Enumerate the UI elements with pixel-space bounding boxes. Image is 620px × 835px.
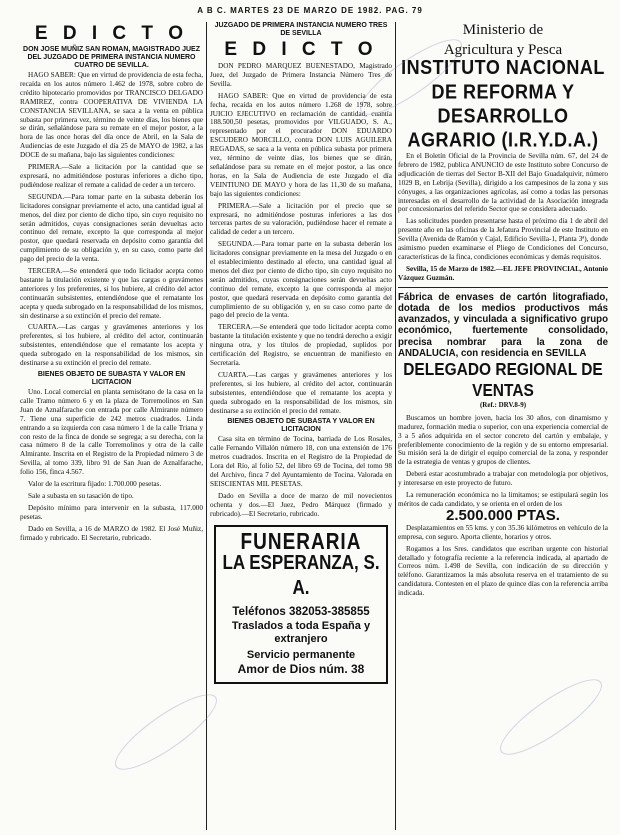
signature: Sevilla, 15 de Marzo de 1982.—EL JEFE PROVINCIAL, Antonio Vázquez Guzmán. — [398, 264, 608, 282]
ad-line: Servicio permanente — [246, 648, 356, 661]
divider — [398, 287, 608, 288]
paragraph: HAGO SABER: Que en virtud de providencia de esta fecha, recaída en los autos número 1.268 de 1978, sobre JUICIO EJECUTIVO en reclamación de cantidad, cuantía 188.500,50 pesetas, promovidos por VILGUADO, S. A., representado por el procurador DON EDUARDO ESCUDERO MORCILLO, contra DON LUIS AGUILERA REGADAS, se saca a la venta en pública subasta por primera vez, término de veinte días, los bienes que se dirán, señalándose para su remate en el mejor postor, a las once horas, en la Sala de Audiencia de este Juzgado el día VEINTIUNO DE MAYO y hora de las 11,30 de su mañana, bajo las siguientes condiciones: — [210, 91, 392, 198]
bienes-heading: BIENES OBJETO DE SUBASTA Y VALOR EN LICITACION — [227, 418, 375, 434]
column-1-edicto — [20, 22, 203, 830]
ad-address: Amor de Dios núm. 38 — [237, 661, 365, 676]
ministry-line1: Ministerio de — [462, 22, 544, 38]
ministry-line2: Agricultura y Pesca — [443, 42, 563, 58]
paragraph: Dado en Sevilla a doce de marzo de mil novecientos ochenta y dos.—El Juez, Pedro Márquez (firmado y rubricado).—El Secretario, rubricado. — [210, 491, 392, 518]
column-3-ads — [398, 22, 608, 830]
factory-headline: Fábrica de envases de cartón litografiado, dotada de los medios productivos más avanzados, y vinculada a significativo grupo económico, fuertemente consolidado, precisa nombrar para la zona de ANDALUCIA, con residencia en SEVILLA — [398, 291, 608, 359]
bienes-heading: BIENES OBJETO DE SUBASTA Y VALOR EN LICITACION — [37, 371, 186, 386]
paragraph: Valor de la escritura fijado: 1.700.000 pesetas. — [28, 480, 162, 489]
paragraph: Rogamos a los Sres. candidatos que escriban urgente con historial detallado y fotografía reciente a la referencia indicada, al apartado de Correos núm. 1.498 de Sevilla, con indicación de su dirección y teléfono. Garantizamos la más absoluta reserva en el tratamiento de su candidatura. Contesten en el plazo de quince días con la referencia arriba indicada. — [398, 544, 608, 598]
paragraph: PRIMERA.—Sale a licitación por el precio que se expresará, no admitiéndose posturas inferiores a las dos terceras partes de su valoración, pudiéndose hacer el remate a calidad de ceder a un tercero. — [210, 201, 392, 237]
paragraph: Uno. Local comercial en planta semisótano de la casa en la calle Tramo número 6 y en la plaza de Torremolinos en San Juan de Aznalfarache con entrada por calle Almirante número 7. Tiene una superficie de 242 metros cuadrados. Linda entrando a su izquierda con casa número 1 de la calle Triana y con resto de la finca de donde se segrega; a su derecha, con la casa número 8 de la calle Torremolinos y otra de la calle Almirante. Inscrita en el Registro de la Propiedad número 3 de Sevilla, al tomo 339, libro 91 de San Juan de Aznalfarache, folio 156, finca 4.567. — [20, 388, 203, 477]
edicto-title: E D I C T O — [34, 23, 189, 44]
paragraph: TERCERA.—Se entenderá que todo licitador acepta como bastante la titulación existente y que no tendrá derecho a exigir ninguna otra, y los títulos de propiedad, suplidos por certificación del Registro, se encuentran de manifiesto en Secretaría. — [210, 323, 392, 367]
ad-name-line1: FUNERARIA — [240, 529, 362, 555]
ad-line: extranjero — [274, 632, 328, 645]
edicto-title: E D I C T O — [224, 39, 378, 60]
ad-line: Traslados a toda España y — [231, 619, 371, 632]
page-header: A B C. MARTES 23 DE MARZO DE 1982. PAG. 79 — [197, 6, 423, 15]
job-reference: (Ref.: DRV.8-9) — [479, 400, 527, 409]
edicto-subhead: DON JOSE MUÑIZ SAN ROMAN, MAGISTRADO JUEZ DEL JUZGADO DE PRIMERA INSTANCIA NUMERO CUATRO DE SEVILLA. — [23, 46, 200, 69]
column-2-edicto — [210, 22, 392, 830]
paragraph: Depósito mínimo para intervenir en la subasta, 117.000 pesetas. — [20, 503, 203, 521]
paragraph: La remuneración económica no la limitamos; se estipulará según los méritos de cada candidato, y se orienta en el orden de los — [398, 491, 608, 508]
paragraph: CUARTA.—Las cargas y gravámenes anteriores y los preferentes, si los hubiere, al crédito del actor, continuarán subsistentes, entendiéndose que el rematante los acepta y queda subrogado en la responsabilidad de los mismos, sin destinarse a su extinción el precio del remate. — [20, 323, 203, 368]
salary-amount: 2.500.000 PTAS. — [446, 506, 560, 524]
court-heading: JUZGADO DE PRIMERA INSTANCIA NUMERO TRES DE SEVILLA — [214, 22, 388, 37]
column-rule — [395, 22, 396, 830]
paragraph: PRIMERA.—Sale a licitación por la cantidad que se expresará, no admitiéndose posturas inferiores a dicho tipo, pudiéndose realizar el remate a calidad de ceder a un tercero. — [20, 163, 203, 189]
paragraph: Dado en Sevilla, a 16 de MARZO de 1982. El José Muñiz, firmado y rubricado. El Secretario, rubricado. — [20, 524, 203, 542]
paragraph: HAGO SABER: Que en virtud de providencia de esta fecha, recaída en los autos número 1.462 de 1978, sobre cobro de crédito hipotecario promovidos por TRANCISCO DELGADO RAMIREZ, contra COOPERATIVA DE VIVIENDA LA CONSTANCIA SEVILLANA, se saca a la venta en pública subasta por primera vez, término de veinte días, los bienes que se dirán, señalándose para su remate en el mejor postor, a la hora de las once horas del día once de Abril, en la Sala de Audiencias de este Juzgado el día 25 de MAYO de 1982, a las DOCE de su mañana, bajo las siguientes condiciones: — [20, 71, 203, 160]
ad-phones: Teléfonos 382053-385855 — [232, 605, 370, 618]
funeraria-ad — [214, 525, 388, 684]
paragraph: Las solicitudes pueden presentarse hasta el próximo día 1 de abril del presente año en las oficinas de la Jefatura Provincial de este Instituto en Sevilla (Avenida de Ramón y Cajal, Edificio Sevilla-1, Planta 3ª), donde asimismo pueden examinarse el Pliego de Condiciones del Concurso, características de la finca, condiciones económicas y demás requisitos. — [398, 217, 608, 261]
paragraph: DON PEDRO MARQUEZ BUENESTADO, Magistrado Juez, del Juzgado de Primera Instancia Número Tres de Sevilla. — [210, 62, 392, 88]
paragraph: Casa sita en término de Tocina, barriada de Los Rosales, calle Fernando Villalón número 18, con una extensión de 176 metros cuadrados. Inscrita en el Registro de la Propiedad de Lora del Río, al folio 52, del libro 69 de Tocina, del tomo 98 del Archivo, finca 7 del Ayuntamiento de Tocina. Valorada en SEISCIENTAS MIL PESETAS. — [210, 435, 392, 488]
paragraph: Sale a subasta en su tasación de tipo. — [28, 491, 134, 500]
paragraph: Deberá estar acostumbrado a trabajar con metodología por objetivos, y interesarse en este proyecto de futuro. — [398, 470, 608, 488]
paragraph: SEGUNDA.—Para tomar parte en la subasta deberán los licitadores consignar previamente en la mesa del Juzgado o en el establecimiento destinado al efecto, una cantidad igual al menos del diez por ciento de dicho tipo, sin cuyo requisito no serán admitidos, cuyas consignaciones serán devueltas acto continuo del remate, excepto la que corresponda al mejor postor, que quedará reservada en depósito como garantía del cumplimiento de su obligación y, en su caso como parte de pago del precio de la venta. — [210, 240, 392, 320]
paragraph: SEGUNDA.—Para tomar parte en la subasta deberán los licitadores consignar previamente el acto, una cantidad igual al menos, del diez por ciento de dicho tipo, sin cuyo requisito no serán admitidos, cuyas consignaciones serán devueltas acto continuo del remate, excepto la que corresponda al mejor postor, que quedará reservada en depósito como garantía del cumplimiento de su obligación y, en su caso, como parte del pago del precio de la venta. — [20, 192, 203, 264]
paragraph: CUARTA.—Las cargas y gravámenes anteriores y los preferentes, si los hubiere, al crédito del actor, continuarán subsistentes, entendiéndose que el rematante los acepta y queda subrogado en la responsabilidad de los mismos, sin destinarse a su extinción el precio del remate. — [210, 370, 392, 415]
ad-name-line2: LA ESPERANZA, S. A. — [222, 550, 380, 599]
paragraph: Desplazamientos en 55 kms. y con 35.36 kilómetros en vehículo de la empresa, con seguro. Aporta cliente, horarios y otros. — [398, 523, 608, 541]
column-rule — [206, 22, 207, 830]
job-title: DELEGADO REGIONAL DE VENTAS — [403, 360, 603, 401]
paragraph: TERCERA.—Se entenderá que todo licitador acepta como bastante la titulación existente y que las cargas o gravámenes anteriores y los preferentes, si los hubiere, al crédito del actor continuarán subsistentes, entendiéndose que el rematante los acepta y queda subrogado en la responsabilidad de los mismos, sin destinarse a su extinción el precio del remate. — [20, 267, 203, 320]
paragraph: Buscamos un hombre joven, hacia los 30 años, con dinamismo y madurez, formación media o superior, con una experiencia comercial de 3 a 5 años adquirida en el sector concreto del cartón y embalaje, y preferiblemente conocimiento de la región y de su entorno empresarial. Su misión será la de dirigir el equipo comercial de la zona, y responder de la estrategia de ventas y grupos de clientes. — [398, 413, 608, 467]
institute-title: INSTITUTO NACIONAL DE REFORMA Y DESARROLLO AGRARIO (I.R.Y.D.A.) — [401, 55, 605, 152]
paragraph: En el Boletín Oficial de la Provincia de Sevilla núm. 67, del 24 de febrero de 1982, publica ANUNCIO de este Instituto sobre Concurso de adjudicación de tierras del Sector B-XII del Bajo Guadalquivir, número 1029 B, en Lebrija (Sevilla), dirigido a los campesinos de la zona y sus cónyuges, a las organizaciones agrícolas, así como a todas las personas interesadas en el desarrollo de la actividad de la Asociación integrada por concesionarios del referido Sector que se considera adecuado. — [398, 152, 608, 214]
